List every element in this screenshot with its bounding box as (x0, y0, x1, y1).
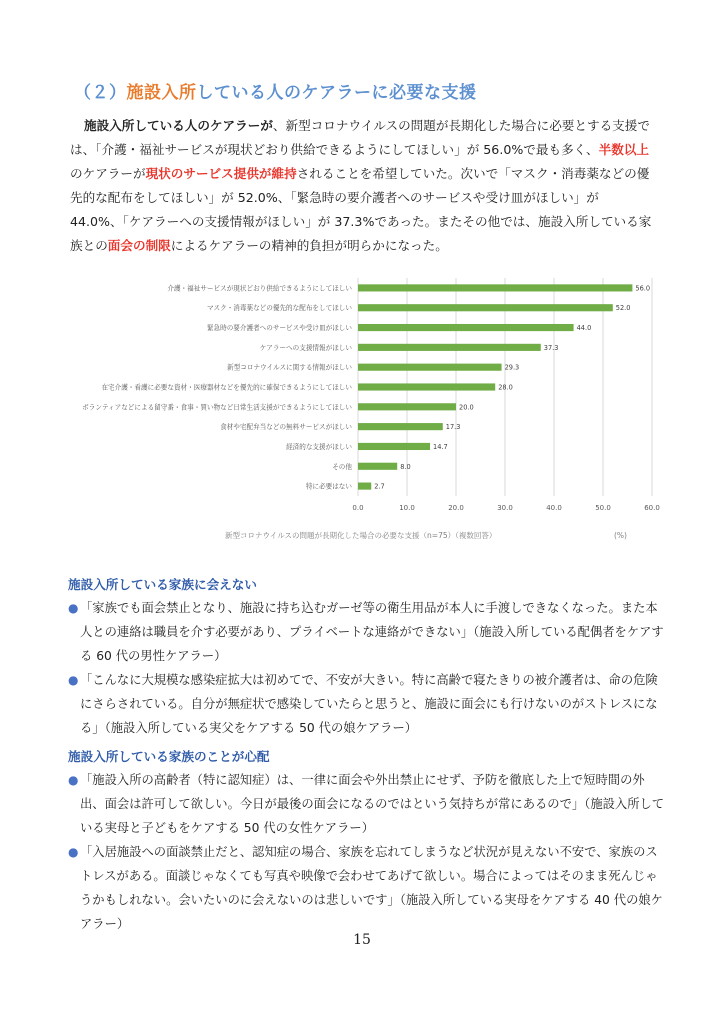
bar (358, 403, 456, 410)
category-label: 食材や宅配弁当などの無料サービスがほしい (220, 423, 352, 432)
bar (358, 483, 371, 490)
quote-list-cannot-meet (68, 596, 668, 740)
intro-highlight-1: 半数以上 (598, 142, 649, 157)
intro-text-2: のケアラーが (70, 166, 146, 181)
bullet-icon: ● (68, 601, 79, 615)
category-label: 新型コロナウイルスに関する情報がほしい (227, 363, 352, 372)
section-title-worried: 施設入所している家族のことが心配 (68, 749, 270, 764)
category-label: ボランティアなどによる留守番・食事・買い物など日常生活支援ができるようにしてほしい (82, 403, 352, 412)
bar (358, 284, 632, 291)
bar (358, 383, 495, 390)
section-heading (74, 78, 477, 103)
bar (358, 423, 443, 430)
x-tick-label: 0.0 (352, 504, 364, 512)
bar (358, 364, 502, 371)
data-label: 29.3 (504, 363, 520, 372)
x-tick-label: 20.0 (448, 504, 464, 512)
list-item (68, 768, 668, 840)
bar (358, 324, 574, 331)
data-label: 8.0 (400, 462, 411, 471)
bar (358, 443, 430, 450)
x-axis-label: 新型コロナウイルスの問題が長期化した場合の必要な支援（n=75）（複数回答） (225, 531, 497, 540)
category-label: その他 (332, 462, 352, 471)
list-item (68, 596, 668, 668)
category-label: ケアラーへの支援情報がほしい (259, 343, 352, 352)
data-label: 20.0 (459, 403, 474, 412)
category-label: 緊急時の要介護者へのサービスや受け皿がほしい (206, 324, 352, 333)
list-item (68, 668, 668, 740)
data-label: 14.7 (433, 442, 448, 451)
support-bar-chart (0, 270, 724, 550)
x-tick-label: 10.0 (399, 504, 415, 512)
heading-accent: 施設入所 (126, 83, 197, 103)
quote-text: 「施設入所の高齢者（特に認知症）は、一律に面会や外出禁止にせず、予防を徹底した上で短時間の外出、面会は許可して欲しい。今日が最後の面会になるのではという気持ちが常にあるので」（施設入所している実母と子どもをケアする 50 代の女性ケアラー） (80, 773, 665, 835)
intro-text-1b: 、新型コロナウイルスの問題が長期化した場合に必要とする支援では、「介護・福祉サービスが現状どおり供給できるようにしてほしい」が 56.0%で最も多く、 (70, 118, 650, 157)
x-tick-label: 40.0 (546, 504, 562, 512)
data-label: 37.3 (543, 343, 559, 352)
bar (358, 463, 397, 470)
data-label: 44.0 (576, 324, 592, 333)
data-label: 28.0 (498, 383, 513, 392)
intro-text-3: されることを希望していた。次いで「マスク・消毒薬などの優先的な配布をしてほしい」が 52.0%、「緊急時の要介護者へのサービスや受け皿がほしい」が 44.0%、「ケアラーへの支援情報がほしい」が 37.3%であった。またその他では、施設入所している家族との (70, 166, 652, 253)
intro-highlight-3: 面会の制限 (107, 238, 171, 253)
page-number: 15 (353, 932, 371, 948)
heading-number: （２） (74, 83, 127, 103)
data-label: 52.0 (615, 304, 631, 313)
quote-text: 「こんなに大規模な感染症拡大は初めてで、不安が大きい。特に高齢で寝たきりの被介護者は、命の危険にさらされている。自分が無症状で感染していたらと思うと、施設に面会にも行けないのがストレスになる」（施設入所している実父をケアする 50 代の娘ケアラー） (80, 673, 658, 735)
intro-paragraph (70, 114, 654, 258)
data-label: 17.3 (445, 423, 461, 432)
data-label: 2.7 (374, 482, 385, 491)
quote-text: 「入居施設への面談禁止だと、認知症の場合、家族を忘れてしまうなど状況が見えない不安で、家族のストレスがある。面談じゃなくても写真や映像で会わせてあげて欲しい。場合によってはそのまま死んじゃうかもしれない。会いたいのに会えないのは悲しいです」（施設入所している実母をケアする 40 代の娘ケアラー） (80, 845, 663, 931)
category-label: 在宅介護・看護に必要な資材・医療器材などを優先的に確保できるようにしてほしい (101, 383, 352, 392)
intro-highlight-2: 現状のサービス提供が維持 (145, 166, 297, 181)
heading-rest: している人のケアラーに必要な支援 (196, 83, 477, 103)
category-label: 介護・福祉サービスが現状どおり供給できるようにしてほしい (167, 284, 352, 293)
bullet-icon: ● (68, 673, 79, 687)
category-label: マスク・消毒薬などの優先的な配布をしてほしい (206, 304, 352, 313)
bullet-icon: ● (68, 773, 79, 787)
intro-text-1: 施設入所している人のケアラーが (84, 118, 273, 133)
list-item (68, 840, 668, 936)
unit-label: (%) (614, 531, 627, 540)
x-tick-label: 60.0 (644, 504, 660, 512)
x-tick-label: 50.0 (595, 504, 611, 512)
quote-text: 「家族でも面会禁止となり、施設に持ち込むガーゼ等の衛生用品が本人に手渡しできなくなった。また本人との連絡は職員を介す必要があり、プライベートな連絡ができない」（施設入所している配偶者をケアする 60 代の男性ケアラー） (80, 601, 664, 663)
category-label: 経済的な支援がほしい (286, 442, 352, 451)
intro-text-4: によるケアラーの精神的負担が明らかになった。 (170, 238, 448, 253)
bar (358, 304, 613, 311)
category-label: 特に必要はない (305, 482, 352, 491)
bullet-icon: ● (68, 845, 79, 859)
bar (358, 344, 541, 351)
data-label: 56.0 (635, 284, 651, 293)
section-title-cannot-meet: 施設入所している家族に会えない (68, 577, 257, 592)
quote-list-worried (68, 768, 668, 936)
x-tick-label: 30.0 (497, 504, 513, 512)
